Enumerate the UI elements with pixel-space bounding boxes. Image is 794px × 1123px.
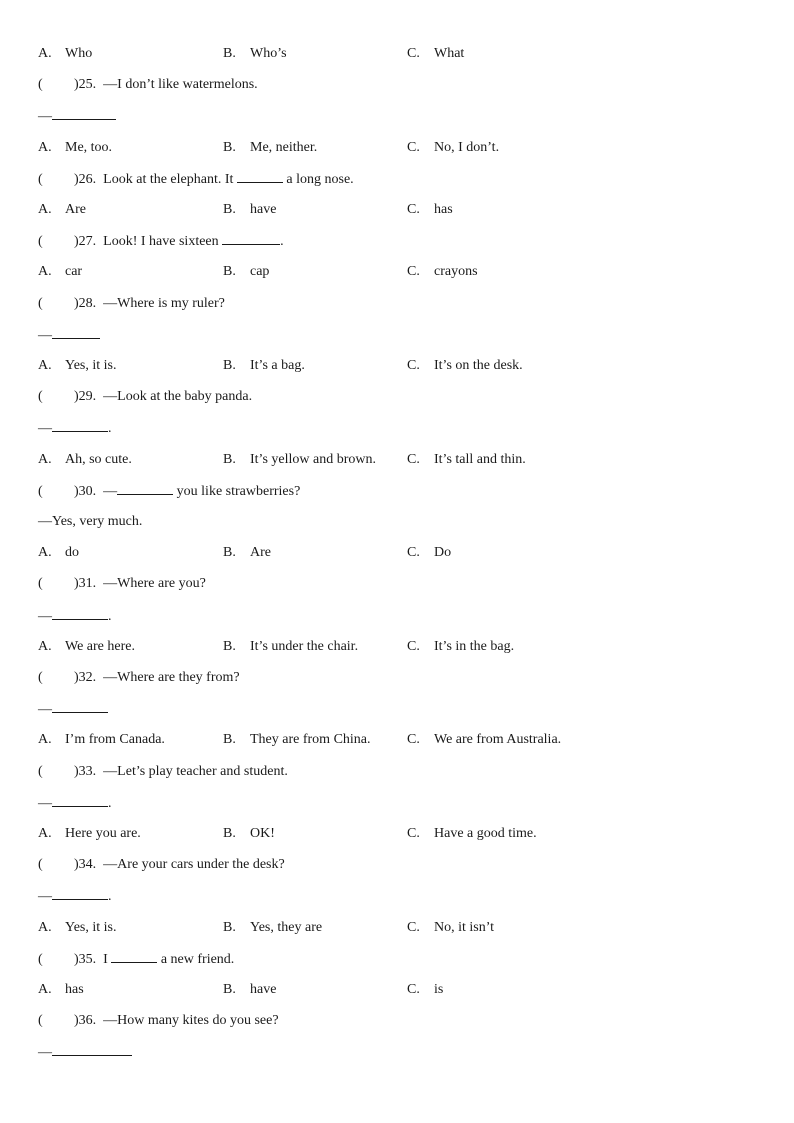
- option-a: [38, 200, 86, 220]
- option-c: [407, 543, 451, 563]
- answer-blank: [52, 606, 108, 620]
- option-letter: B.: [223, 826, 236, 841]
- question-number: )26.: [74, 171, 97, 187]
- option-text: Who’s: [250, 46, 287, 61]
- answer-paren: (: [38, 171, 43, 187]
- question-text-after: a long nose.: [282, 171, 354, 187]
- option-text: We are here.: [65, 638, 135, 654]
- question-line: [38, 855, 285, 875]
- response-line: [38, 106, 116, 126]
- question-text: I: [103, 951, 112, 967]
- answer-paren: (: [38, 670, 43, 685]
- option-b: [223, 637, 358, 657]
- question-number: )27.: [74, 234, 97, 250]
- option-text: It’s under the chair.: [250, 638, 359, 654]
- answer-paren: (: [38, 576, 43, 592]
- option-text: It’s tall and thin.: [434, 451, 526, 467]
- answer-paren: (: [38, 951, 43, 967]
- option-c: [407, 637, 514, 657]
- response-line: [38, 606, 112, 626]
- option-a: [38, 980, 84, 1000]
- option-a: [38, 356, 117, 376]
- option-c: [407, 918, 494, 938]
- option-a: [38, 543, 79, 563]
- option-letter: A.: [38, 826, 52, 841]
- answer-blank: [237, 169, 283, 183]
- answer-blank: [52, 793, 108, 807]
- option-text: have: [250, 202, 277, 217]
- question-line: [38, 75, 258, 95]
- option-letter: B.: [223, 46, 236, 61]
- option-c: [407, 824, 537, 844]
- response-line: [38, 418, 112, 438]
- option-a: [38, 730, 165, 750]
- option-letter: A.: [38, 264, 52, 280]
- option-c: [407, 262, 478, 282]
- response-line: [38, 793, 112, 813]
- question-line: [38, 481, 300, 501]
- answer-blank: [117, 481, 173, 495]
- response-line: [38, 325, 100, 345]
- option-text: No, I don’t.: [434, 139, 500, 155]
- option-text: No, it isn’t: [434, 919, 495, 935]
- option-letter: C.: [407, 638, 420, 654]
- answer-paren: (: [38, 234, 43, 250]
- option-b: [223, 44, 287, 64]
- option-letter: C.: [407, 358, 420, 373]
- question-text: —Where are you?: [103, 576, 206, 592]
- option-c: [407, 44, 464, 64]
- question-line: [38, 294, 225, 314]
- option-text: has: [65, 982, 84, 997]
- response-line: [38, 886, 112, 906]
- answer-blank: [52, 1042, 132, 1056]
- option-letter: A.: [38, 638, 52, 654]
- answer-blank: [52, 325, 100, 339]
- response-dash: —: [38, 795, 52, 811]
- question-text: Look at the elephant. It: [103, 171, 237, 187]
- option-b: [223, 980, 276, 1000]
- option-letter: C.: [407, 202, 420, 217]
- option-letter: A.: [38, 732, 52, 748]
- option-text: They are from China.: [250, 732, 371, 748]
- option-c: [407, 200, 453, 220]
- question-line: [38, 668, 240, 688]
- question-number: )33.: [74, 763, 97, 779]
- option-text: Yes, they are: [250, 919, 323, 935]
- question-text-after: a new friend.: [157, 951, 235, 967]
- option-c: [407, 138, 499, 158]
- option-text: What: [434, 46, 465, 61]
- option-letter: B.: [223, 139, 236, 155]
- option-b: [223, 918, 322, 938]
- option-text: Have a good time.: [434, 826, 537, 841]
- option-letter: B.: [223, 919, 236, 935]
- option-text: It’s on the desk.: [434, 358, 523, 373]
- option-text: It’s in the bag.: [434, 638, 515, 654]
- question-text-after: you like strawberries?: [173, 483, 301, 499]
- question-text: —Look at the baby panda.: [103, 389, 253, 405]
- option-text: I’m from Canada.: [65, 732, 165, 748]
- option-text: crayons: [434, 264, 478, 280]
- option-letter: C.: [407, 139, 420, 155]
- option-text: We are from Australia.: [434, 732, 562, 748]
- option-letter: B.: [223, 264, 236, 280]
- question-line: [38, 169, 354, 189]
- option-text: Are: [65, 202, 86, 217]
- option-a: [38, 918, 117, 938]
- question-line: [38, 231, 284, 251]
- answer-blank: [52, 886, 108, 900]
- response-punct: .: [108, 795, 112, 811]
- answer-blank: [52, 106, 116, 120]
- response-dash: —: [38, 421, 52, 437]
- option-a: [38, 824, 141, 844]
- option-text: Do: [434, 545, 452, 561]
- question-number: )25.: [74, 77, 97, 93]
- answer-blank: [111, 949, 157, 963]
- option-b: [223, 356, 305, 376]
- question-text-after: .: [280, 234, 284, 250]
- question-text: —: [103, 483, 118, 499]
- option-a: [38, 138, 112, 158]
- option-letter: A.: [38, 139, 52, 155]
- option-text: Are: [250, 545, 271, 561]
- response-punct: .: [108, 608, 112, 624]
- option-text: do: [65, 545, 79, 561]
- option-text: have: [250, 982, 277, 997]
- question-text: —How many kites do you see?: [103, 1013, 279, 1029]
- option-letter: C.: [407, 545, 420, 561]
- question-number: )29.: [74, 389, 97, 405]
- answer-paren: (: [38, 763, 43, 779]
- answer-paren: (: [38, 77, 43, 93]
- response-punct: .: [108, 421, 112, 437]
- question-line: [38, 1011, 279, 1031]
- option-text: Ah, so cute.: [65, 451, 132, 467]
- response-line: [38, 1042, 132, 1062]
- option-letter: C.: [407, 264, 420, 280]
- option-b: [223, 200, 276, 220]
- answer-blank: [52, 418, 108, 432]
- response-dash: —: [38, 702, 52, 718]
- option-letter: B.: [223, 545, 236, 561]
- option-letter: A.: [38, 46, 52, 61]
- option-c: [407, 450, 526, 470]
- question-number: )32.: [74, 670, 97, 685]
- answer-paren: (: [38, 295, 43, 311]
- option-letter: A.: [38, 202, 52, 217]
- response-dash: —: [38, 109, 52, 125]
- answer-paren: (: [38, 389, 43, 405]
- question-text: —Are your cars under the desk?: [103, 857, 285, 873]
- option-b: [223, 730, 371, 750]
- response-dash: —: [38, 608, 52, 624]
- option-text: cap: [250, 264, 270, 280]
- option-letter: C.: [407, 451, 420, 467]
- option-letter: A.: [38, 358, 52, 373]
- answer-blank: [222, 231, 280, 245]
- option-text: OK!: [250, 826, 275, 841]
- option-letter: A.: [38, 451, 52, 467]
- question-line: [38, 387, 252, 407]
- answer-paren: (: [38, 1013, 43, 1029]
- option-letter: C.: [407, 46, 420, 61]
- question-line: [38, 762, 288, 782]
- question-text: —Let’s play teacher and student.: [103, 763, 288, 779]
- option-b: [223, 543, 271, 563]
- option-b: [223, 138, 317, 158]
- option-text: has: [434, 202, 453, 217]
- option-text: car: [65, 264, 83, 280]
- option-text: It’s yellow and brown.: [250, 451, 376, 467]
- question-number: )28.: [74, 295, 97, 311]
- response-text: —Yes, very much.: [38, 514, 143, 529]
- option-letter: C.: [407, 919, 420, 935]
- response-punct: .: [108, 889, 112, 905]
- question-text: Look! I have sixteen: [103, 234, 223, 250]
- option-a: [38, 637, 135, 657]
- question-text: —I don’t like watermelons.: [103, 77, 258, 93]
- option-letter: B.: [223, 982, 236, 997]
- question-line: [38, 574, 206, 594]
- option-a: [38, 44, 92, 64]
- option-letter: B.: [223, 451, 236, 467]
- option-text: Here you are.: [65, 826, 141, 841]
- option-c: [407, 730, 561, 750]
- option-text: It’s a bag.: [250, 358, 305, 373]
- option-a: [38, 450, 132, 470]
- option-c: [407, 356, 523, 376]
- response-line: [38, 699, 108, 719]
- option-text: Yes, it is.: [65, 919, 117, 935]
- question-number: )34.: [74, 857, 97, 873]
- option-letter: B.: [223, 638, 236, 654]
- option-letter: B.: [223, 732, 236, 748]
- question-text: —Where is my ruler?: [103, 295, 225, 311]
- option-letter: A.: [38, 919, 52, 935]
- option-b: [223, 262, 269, 282]
- option-letter: A.: [38, 982, 52, 997]
- question-line: [38, 949, 234, 969]
- answer-paren: (: [38, 483, 43, 499]
- option-b: [223, 824, 275, 844]
- response-line: [38, 512, 142, 532]
- option-letter: C.: [407, 732, 420, 748]
- response-dash: —: [38, 889, 52, 905]
- option-a: [38, 262, 82, 282]
- answer-blank: [52, 699, 108, 713]
- option-text: Me, too.: [65, 139, 113, 155]
- answer-paren: (: [38, 857, 43, 873]
- question-number: )31.: [74, 576, 97, 592]
- option-letter: C.: [407, 982, 420, 997]
- option-text: Me, neither.: [250, 139, 318, 155]
- option-letter: B.: [223, 202, 236, 217]
- option-text: Yes, it is.: [65, 358, 117, 373]
- response-dash: —: [38, 327, 52, 343]
- question-number: )36.: [74, 1013, 97, 1029]
- option-c: [407, 980, 443, 1000]
- response-dash: —: [38, 1045, 52, 1061]
- option-letter: B.: [223, 358, 236, 373]
- question-number: )35.: [74, 951, 97, 967]
- option-letter: C.: [407, 826, 420, 841]
- option-letter: A.: [38, 545, 52, 561]
- question-number: )30.: [74, 483, 97, 499]
- option-text: is: [434, 982, 444, 997]
- question-text: —Where are they from?: [103, 670, 240, 685]
- option-text: Who: [65, 46, 93, 61]
- option-b: [223, 450, 376, 470]
